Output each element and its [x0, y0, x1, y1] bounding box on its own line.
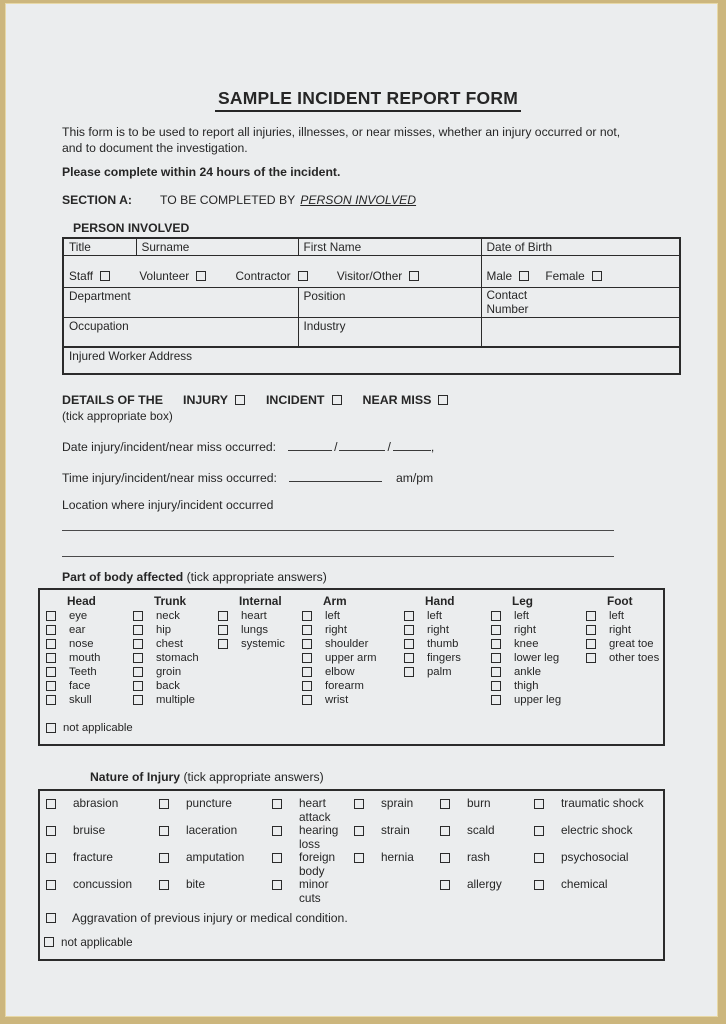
checkbox[interactable] [235, 395, 245, 405]
option-label: INJURY [183, 393, 228, 407]
nature-option-fracture [40, 851, 153, 878]
option-label: fracture [73, 850, 113, 864]
option-label: bite [186, 877, 206, 891]
checkbox[interactable] [491, 639, 501, 649]
gender-option-female [545, 269, 601, 283]
time-field[interactable] [289, 470, 382, 482]
nature-option-minor-cuts [266, 878, 348, 905]
header-surname-cell[interactable]: Surname [136, 238, 298, 256]
details-heading-row [62, 393, 674, 407]
page-title: SAMPLE INCIDENT REPORT FORM [215, 88, 521, 112]
option-label: INCIDENT [265, 393, 325, 407]
header-first-name-cell[interactable]: First Name [298, 238, 481, 256]
checkbox[interactable] [586, 653, 596, 663]
checkbox[interactable] [159, 826, 169, 836]
checkbox[interactable] [440, 799, 450, 809]
role-options-cell [63, 256, 481, 288]
body-part-option-eye [46, 609, 133, 623]
department-cell[interactable]: Department [63, 288, 298, 318]
date-separator: / [334, 440, 338, 454]
nature-of-injury-table [38, 789, 665, 961]
body-column-head [46, 594, 133, 707]
body-part-option-back [133, 679, 218, 693]
nature-option-hearing-loss [266, 824, 348, 851]
option-label: ear [69, 624, 86, 636]
option-label: neck [156, 610, 180, 622]
option-label: rash [467, 850, 490, 864]
option-label: left [325, 610, 341, 622]
checkbox[interactable] [302, 625, 312, 635]
department-row [63, 288, 680, 318]
column-header: Head [67, 594, 96, 608]
checkbox[interactable] [519, 271, 529, 281]
checkbox[interactable] [491, 625, 501, 635]
option-label: left [427, 610, 443, 622]
option-label: Visitor/Other [336, 269, 403, 283]
option-label: strain [381, 823, 410, 837]
option-label: ankle [514, 666, 542, 678]
checkbox[interactable] [592, 271, 602, 281]
checkbox[interactable] [302, 667, 312, 677]
option-label: eye [69, 610, 88, 622]
title-row [62, 88, 674, 112]
time-occurred-label: Time injury/incident/near miss occurred: [62, 471, 277, 485]
checkbox[interactable] [133, 639, 143, 649]
date-day-field[interactable] [288, 439, 332, 451]
option-label: elbow [325, 666, 355, 678]
intro-text: This form is to be used to report all injuries, illnesses, or near misses, whether an injury occurred or not, and to document the investigation. [62, 125, 621, 155]
option-label: electric shock [561, 823, 633, 837]
body-part-option-teeth [46, 665, 133, 679]
body-part-option-left [586, 609, 663, 623]
body-part-option-right [404, 623, 491, 637]
option-label: Teeth [69, 666, 97, 678]
checkbox[interactable] [586, 625, 596, 635]
body-part-option-thigh [491, 679, 586, 693]
checkbox[interactable] [46, 695, 56, 705]
address-row [63, 347, 680, 374]
aggravation-option [40, 905, 663, 931]
body-part-option-great-toe [586, 637, 663, 651]
checkbox[interactable] [491, 667, 501, 677]
option-label: right [427, 624, 449, 636]
nature-option-rash [434, 851, 528, 878]
option-label: not applicable [63, 722, 133, 734]
injured-worker-address-cell[interactable]: Injured Worker Address [63, 347, 680, 374]
checkbox[interactable] [44, 937, 54, 947]
nature-option-puncture [153, 797, 266, 824]
option-label: allergy [467, 877, 502, 891]
date-year-field[interactable] [393, 439, 431, 451]
body-column-foot [586, 594, 663, 707]
checkbox[interactable] [586, 639, 596, 649]
date-occurred-row [62, 439, 674, 454]
option-label: Aggravation of previous injury or medical condition. [72, 911, 348, 925]
body-column-arm [302, 594, 404, 707]
body-parts-heading [62, 570, 674, 584]
checkbox[interactable] [272, 799, 282, 809]
body-part-option-mouth [46, 651, 133, 665]
body-parts-heading-text: Part of body affected [62, 570, 184, 584]
option-label: abrasion [73, 796, 119, 810]
checkbox[interactable] [491, 653, 501, 663]
option-label: right [609, 624, 631, 636]
checkbox[interactable] [298, 271, 308, 281]
body-part-option-groin [133, 665, 218, 679]
person-involved-table [62, 237, 681, 375]
date-suffix: , [430, 440, 435, 454]
column-header: Foot [607, 594, 633, 608]
checkbox[interactable] [133, 653, 143, 663]
option-label: heart [241, 610, 267, 622]
option-label: Contractor [235, 269, 291, 283]
checkbox[interactable] [46, 853, 56, 863]
option-label: fingers [427, 652, 461, 664]
option-label: skull [69, 694, 92, 706]
section-a-text: TO BE COMPLETED BY [160, 193, 296, 207]
role-option-contractor [235, 269, 307, 283]
option-label: forearm [325, 680, 364, 692]
option-label: lungs [241, 624, 269, 636]
checkbox[interactable] [46, 611, 56, 621]
option-label: chemical [561, 877, 608, 891]
checkbox[interactable] [133, 611, 143, 621]
column-header: Leg [512, 594, 533, 608]
body-part-option-lungs [218, 623, 302, 637]
body-part-option-other-toes [586, 651, 663, 665]
option-label: not applicable [61, 935, 133, 949]
nature-not-applicable [40, 931, 663, 953]
nature-option-electric-shock [528, 824, 663, 851]
date-occurred-label: Date injury/incident/near miss occurred: [62, 440, 277, 454]
checkbox[interactable] [438, 395, 448, 405]
body-column-hand [404, 594, 491, 707]
checkbox[interactable] [302, 611, 312, 621]
option-label: Male [486, 269, 513, 283]
column-header: Trunk [154, 594, 187, 608]
option-label: left [609, 610, 625, 622]
nature-heading-text: Nature of Injury [90, 770, 181, 784]
option-label: puncture [186, 796, 232, 810]
option-label: face [69, 680, 91, 692]
checkbox[interactable] [302, 653, 312, 663]
checkbox[interactable] [46, 625, 56, 635]
body-part-option-neck [133, 609, 218, 623]
type-option-near-miss [363, 393, 449, 407]
checkbox[interactable] [196, 271, 206, 281]
option-label: traumatic shock [561, 796, 644, 810]
option-label: Volunteer [139, 269, 190, 283]
option-label: wrist [325, 694, 349, 706]
body-part-option-heart [218, 609, 302, 623]
checkbox[interactable] [218, 639, 228, 649]
body-part-option-systemic [218, 637, 302, 651]
option-label: right [325, 624, 347, 636]
column-header: Hand [425, 594, 455, 608]
nature-option-scald [434, 824, 528, 851]
checkbox[interactable] [159, 880, 169, 890]
option-label: heart attack [299, 796, 331, 824]
checkbox[interactable] [218, 625, 228, 635]
body-part-option-knee [491, 637, 586, 651]
body-part-option-hip [133, 623, 218, 637]
nature-option-bruise [40, 824, 153, 851]
checkbox[interactable] [409, 271, 419, 281]
empty-cell [348, 878, 434, 905]
occupation-cell[interactable]: Occupation [63, 318, 298, 348]
checkbox[interactable] [46, 653, 56, 663]
checkbox[interactable] [46, 681, 56, 691]
body-part-option-forearm [302, 679, 404, 693]
nature-option-hernia [348, 851, 434, 878]
checkbox[interactable] [354, 826, 364, 836]
option-label: right [514, 624, 536, 636]
option-label: scald [467, 823, 495, 837]
body-part-option-right [302, 623, 404, 637]
body-part-option-lower-leg [491, 651, 586, 665]
checkbox[interactable] [534, 799, 544, 809]
checkbox[interactable] [133, 667, 143, 677]
nature-option-abrasion [40, 797, 153, 824]
nature-option-allergy [434, 878, 528, 905]
option-label: multiple [156, 694, 195, 706]
column-header: Internal [239, 594, 282, 608]
details-heading: DETAILS OF THE [62, 393, 163, 407]
checkbox[interactable] [46, 667, 56, 677]
option-label: nose [69, 638, 94, 650]
checkbox[interactable] [534, 880, 544, 890]
section-a-label: SECTION A: [62, 193, 132, 207]
body-parts-columns [46, 594, 663, 707]
option-label: other toes [609, 652, 660, 664]
type-option-incident [266, 393, 342, 407]
option-label: palm [427, 666, 452, 678]
option-label: burn [467, 796, 491, 810]
option-label: bruise [73, 823, 106, 837]
nature-option-strain [348, 824, 434, 851]
checkbox[interactable] [404, 653, 414, 663]
nature-option-traumatic-shock [528, 797, 663, 824]
role-option-visitor-other [337, 269, 419, 283]
option-label: systemic [241, 638, 285, 650]
body-part-option-fingers [404, 651, 491, 665]
option-label: upper leg [514, 694, 562, 706]
body-parts-not-applicable [46, 721, 663, 735]
checkbox[interactable] [100, 271, 110, 281]
option-label: Staff [69, 269, 94, 283]
nature-option-chemical [528, 878, 663, 905]
option-label: left [514, 610, 530, 622]
option-label: hip [156, 624, 172, 636]
option-label: thigh [514, 680, 539, 692]
nature-option-heart-attack [266, 797, 348, 824]
body-column-leg [491, 594, 586, 707]
date-separator: / [387, 440, 391, 454]
checkbox[interactable] [440, 880, 450, 890]
ampm-label: am/pm [395, 471, 434, 485]
option-label: back [156, 680, 180, 692]
checkbox[interactable] [404, 611, 414, 621]
option-label: thumb [427, 638, 459, 650]
option-label: stomach [156, 652, 199, 664]
checkbox[interactable] [302, 639, 312, 649]
location-label: Location where injury/incident occurred [62, 498, 274, 512]
gender-options-cell [481, 256, 680, 288]
checkbox[interactable] [46, 880, 56, 890]
role-option-volunteer [139, 269, 206, 283]
section-a-row [62, 193, 674, 207]
checkbox[interactable] [46, 826, 56, 836]
checkbox[interactable] [332, 395, 342, 405]
nature-grid [40, 797, 663, 905]
body-column-trunk [133, 594, 218, 707]
checkbox[interactable] [491, 695, 501, 705]
tick-box-note: (tick appropriate box) [62, 409, 173, 423]
checkbox[interactable] [272, 826, 282, 836]
column-header: Arm [323, 594, 347, 608]
option-label: foreign body [299, 850, 336, 878]
checkbox[interactable] [534, 826, 544, 836]
type-option-injury [183, 393, 245, 407]
checkbox[interactable] [133, 625, 143, 635]
option-label: shoulder [325, 638, 369, 650]
option-label: groin [156, 666, 182, 678]
option-label: great toe [609, 638, 654, 650]
nature-option-sprain [348, 797, 434, 824]
nature-option-laceration [153, 824, 266, 851]
body-part-option-shoulder [302, 637, 404, 651]
body-part-option-left [404, 609, 491, 623]
body-part-option-stomach [133, 651, 218, 665]
body-part-option-left [302, 609, 404, 623]
industry-cell[interactable]: Industry [298, 318, 481, 348]
option-label: laceration [186, 823, 238, 837]
checkbox[interactable] [46, 799, 56, 809]
checkbox[interactable] [46, 723, 56, 733]
time-occurred-row [62, 470, 674, 485]
body-part-option-wrist [302, 693, 404, 707]
option-label: amputation [186, 850, 245, 864]
empty-cell[interactable] [481, 318, 680, 348]
nature-option-foreign-body [266, 851, 348, 878]
nature-option-concussion [40, 878, 153, 905]
checkbox[interactable] [272, 880, 282, 890]
body-part-option-skull [46, 693, 133, 707]
body-part-option-left [491, 609, 586, 623]
option-label: minor cuts [299, 877, 329, 905]
checkbox[interactable] [46, 913, 56, 923]
nature-option-amputation [153, 851, 266, 878]
deadline-note: Please complete within 24 hours of the incident. [62, 165, 341, 179]
body-part-option-thumb [404, 637, 491, 651]
option-label: lower leg [514, 652, 560, 664]
body-part-option-upper-arm [302, 651, 404, 665]
body-part-option-face [46, 679, 133, 693]
person-involved-heading: PERSON INVOLVED [73, 221, 190, 235]
role-row [63, 256, 680, 288]
nature-option-burn [434, 797, 528, 824]
option-label: mouth [69, 652, 101, 664]
body-part-option-multiple [133, 693, 218, 707]
checkbox[interactable] [272, 853, 282, 863]
body-part-option-chest [133, 637, 218, 651]
checkbox[interactable] [404, 625, 414, 635]
contact-number-label: Contact Number [486, 288, 529, 316]
checkbox[interactable] [354, 799, 364, 809]
header-dob-cell[interactable]: Date of Birth [481, 238, 680, 256]
location-line-1[interactable] [62, 530, 614, 531]
option-label: psychosocial [561, 850, 629, 864]
checkbox[interactable] [354, 853, 364, 863]
date-month-field[interactable] [339, 439, 385, 451]
option-label: Female [545, 269, 585, 283]
option-label: hearing loss [299, 823, 339, 851]
checkbox[interactable] [404, 639, 414, 649]
nature-heading [62, 770, 674, 784]
body-part-option-right [586, 623, 663, 637]
checkbox[interactable] [491, 611, 501, 621]
checkbox[interactable] [218, 611, 228, 621]
body-column-internal [218, 594, 302, 707]
checkbox[interactable] [46, 639, 56, 649]
checkbox[interactable] [404, 667, 414, 677]
body-part-option-upper-leg [491, 693, 586, 707]
body-part-option-ear [46, 623, 133, 637]
body-part-option-ankle [491, 665, 586, 679]
option-label: chest [156, 638, 184, 650]
checkbox[interactable] [159, 853, 169, 863]
nature-option-psychosocial [528, 851, 663, 878]
body-part-option-palm [404, 665, 491, 679]
checkbox[interactable] [133, 681, 143, 691]
checkbox[interactable] [302, 695, 312, 705]
option-label: concussion [73, 877, 133, 891]
table-header-row [63, 238, 680, 256]
form-content [5, 88, 718, 961]
checkbox[interactable] [491, 681, 501, 691]
position-cell[interactable]: Position [298, 288, 481, 318]
checkbox[interactable] [586, 611, 596, 621]
checkbox[interactable] [133, 695, 143, 705]
body-part-option-nose [46, 637, 133, 651]
body-parts-tick-note: (tick appropriate answers) [186, 570, 327, 584]
contact-number-cell[interactable] [481, 288, 680, 318]
header-title-cell[interactable]: Title [63, 238, 136, 256]
option-label: hernia [381, 850, 414, 864]
option-label: sprain [381, 796, 414, 810]
nature-option-bite [153, 878, 266, 905]
checkbox[interactable] [302, 681, 312, 691]
role-option-staff [69, 269, 110, 283]
body-part-option-right [491, 623, 586, 637]
gender-option-male [487, 269, 530, 283]
option-label: upper arm [325, 652, 377, 664]
checkbox[interactable] [440, 826, 450, 836]
checkbox[interactable] [159, 799, 169, 809]
option-label: NEAR MISS [362, 393, 432, 407]
option-label: knee [514, 638, 539, 650]
nature-tick-note: (tick appropriate answers) [183, 770, 324, 784]
checkbox[interactable] [534, 853, 544, 863]
body-parts-table [38, 588, 665, 746]
checkbox[interactable] [440, 853, 450, 863]
occupation-row [63, 318, 680, 348]
body-part-option-elbow [302, 665, 404, 679]
section-a-emphasis: PERSON INVOLVED [300, 193, 417, 207]
location-line-2[interactable] [62, 556, 614, 557]
